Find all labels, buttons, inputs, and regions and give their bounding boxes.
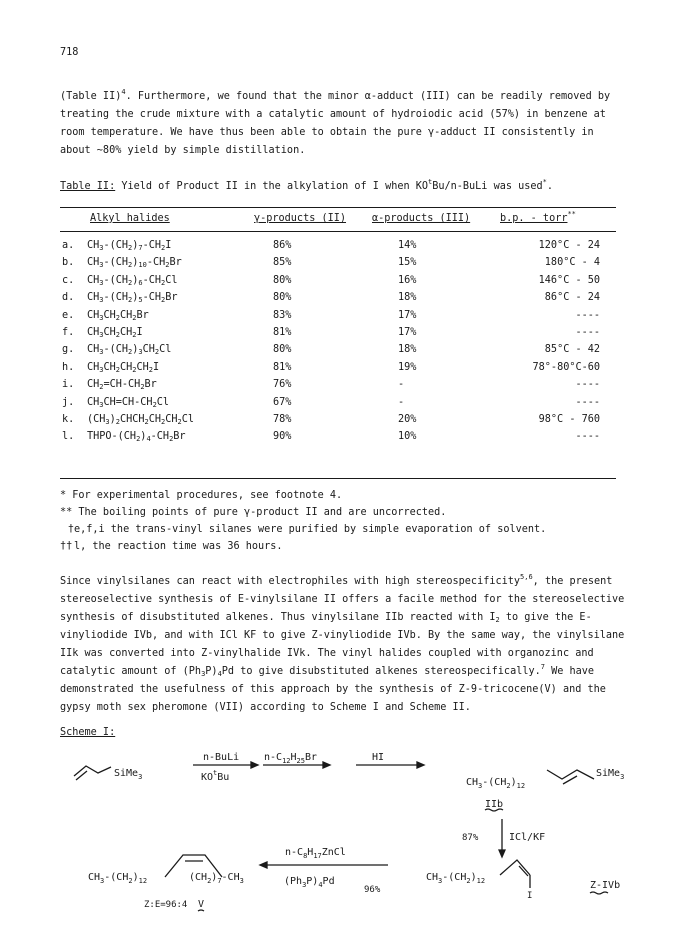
row-alpha-yield: 17%	[398, 327, 417, 338]
row-label: b.	[62, 257, 75, 269]
footnote-3: †e,f,i the trans-vinyl silanes were purified by simple evaporation of solvent.	[67, 524, 547, 535]
row-alkyl-halide: THPO-$(CH_2)_4-CH_2Br$	[87, 431, 186, 444]
paragraph-2-line-8: gypsy moth sex pheromone (VII) according to Scheme I and Scheme II.	[60, 702, 471, 713]
row-bp: ----	[575, 396, 600, 408]
footnote-1: * For experimental procedures, see footnote 4.	[60, 490, 343, 501]
row-label: f.	[62, 327, 75, 338]
row-alkyl-halide: $(CH_3)_2CHCH_2CH_2CH_2Cl$	[87, 414, 195, 426]
row-alpha-yield: 20%	[398, 414, 417, 425]
row-label: e.	[62, 309, 75, 321]
reagent-icl-kf: ICl/KF	[509, 832, 546, 843]
row-bp: 85°C - 42	[544, 344, 600, 356]
iib-skeleton	[547, 770, 594, 779]
row-alkyl-halide: $CH_3-(CH_2)_{10}-CH_2Br$	[87, 257, 182, 270]
paragraph-1-line-2: treating the crude mixture with a catalytic amount of hydroiodic acid (57%) in benzene at	[60, 109, 606, 120]
row-gamma-yield: 81%	[273, 327, 292, 338]
row-bp: ----	[575, 309, 600, 321]
product-v-right-chain: $(CH_2)_7-CH_3$	[189, 872, 244, 885]
row-bp: ----	[575, 327, 600, 338]
yield-96: 96%	[364, 885, 381, 895]
row-alpha-yield: -	[398, 396, 405, 408]
row-gamma-yield: 67%	[273, 396, 292, 408]
row-alpha-yield: 17%	[398, 309, 417, 321]
row-label: h.	[62, 361, 75, 373]
row-alpha-yield: 16%	[398, 274, 417, 286]
arrow-down-head	[499, 850, 505, 857]
row-alpha-yield: 18%	[398, 344, 417, 356]
arrow-2-head	[323, 762, 330, 768]
reagent-nbuli: n-BuLi	[203, 752, 240, 763]
paragraph-2-line-1: Since vinylsilanes can react with electrophiles with high stereospecificity$^{5,6}$, the present	[60, 573, 613, 587]
row-alkyl-halide: $CH_3-(CH_2)_7-CH_2I$	[87, 240, 172, 252]
paragraph-2-line-2: stereoselective synthesis of E-vinylsilane II offers a facile method for the stereoselective	[60, 594, 625, 605]
label-v: V	[198, 899, 205, 910]
row-alkyl-halide: $CH_2=CH-CH_2Br$	[87, 379, 157, 392]
paragraph-2-line-6: catalytic amount of $(Ph_3P)_4Pd$ to give disubstituted alkenes stereospecifically.$^7$ We have	[60, 663, 595, 678]
paragraph-2-line-5: IIk was converted into Z-vinylhalide IVk. The vinyl halides coupled with organozinc and	[60, 648, 594, 659]
paragraph-1-line-3: room temperature. We have thus been able to obtain the pure γ-adduct II consistently in	[60, 127, 594, 138]
row-bp: 120°C - 24	[538, 240, 600, 251]
row-alpha-yield: 14%	[398, 240, 417, 251]
zivb-mark	[590, 892, 608, 894]
arrow-1-head	[251, 762, 258, 768]
paragraph-1-line-4: about ~80% yield by simple distillation.	[60, 145, 306, 156]
row-gamma-yield: 85%	[273, 257, 292, 269]
header-bp-torr: b.p. - torr**	[500, 210, 576, 224]
row-gamma-yield: 76%	[273, 379, 292, 391]
label-z-ivb: Z-IVb	[590, 880, 621, 891]
ratio-z-e: Z:E=96:4	[144, 900, 188, 910]
row-gamma-yield: 78%	[273, 414, 292, 425]
yield-87: 87%	[462, 833, 479, 843]
row-bp: ----	[575, 379, 600, 391]
iib-sime3: SiMe$_3$	[596, 768, 625, 781]
row-bp: 78°-80°C-60	[532, 361, 600, 373]
row-bp: 180°C - 4	[544, 257, 600, 269]
row-label: k.	[62, 414, 75, 425]
page-number: 718	[60, 47, 79, 58]
start-sime3: SiMe$_3$	[114, 768, 143, 781]
row-alkyl-halide: $CH_3-(CH_2)_3CH_2Cl$	[87, 344, 172, 357]
footnote-4: †† l, the reaction time was 36 hours.	[60, 541, 283, 552]
paragraph-2-line-3: synthesis of disubstituted alkenes. Thus vinylsilane IIb reacted with $I_2$ to give the E-	[60, 612, 592, 624]
row-gamma-yield: 80%	[273, 292, 292, 304]
row-label: l.	[62, 431, 75, 443]
row-alkyl-halide: $CH_3CH=CH-CH_2Cl$	[87, 396, 170, 409]
header-alkyl-halides: Alkyl halides	[90, 213, 170, 224]
row-bp: 86°C - 24	[544, 292, 600, 304]
row-gamma-yield: 80%	[273, 344, 292, 356]
footnote-2: ** The boiling points of pure γ-product II and are uncorrected.	[60, 507, 447, 518]
row-bp: 146°C - 50	[538, 274, 600, 286]
row-label: i.	[62, 379, 75, 391]
arrow-3-head	[417, 762, 424, 768]
row-bp: ----	[575, 431, 600, 443]
row-gamma-yield: 86%	[273, 240, 292, 251]
row-alpha-yield: -	[398, 379, 405, 391]
row-alkyl-halide: $CH_3-(CH_2)_6-CH_2Cl$	[87, 274, 178, 287]
iib-formula: $CH_3-(CH_2)_{12}$	[466, 777, 526, 790]
reagent-hi: HI	[372, 752, 385, 763]
row-label: j.	[62, 396, 75, 408]
row-label: d.	[62, 292, 75, 304]
row-alkyl-halide: $CH_3CH_2CH_2I$	[87, 327, 143, 339]
row-label: c.	[62, 274, 75, 286]
reagent-organozinc: $n-C_8H_{17}ZnCl$	[285, 847, 346, 860]
row-alpha-yield: 10%	[398, 431, 417, 443]
row-gamma-yield: 81%	[273, 361, 292, 373]
v-mark	[198, 910, 204, 911]
reagent-kotbu: $KO^tBu$	[201, 769, 230, 783]
header-alpha-products: α-products (III)	[372, 213, 471, 224]
row-gamma-yield: 90%	[273, 431, 292, 443]
reagent-pd-catalyst: $(Ph_3P)_4Pd$	[284, 876, 335, 889]
row-alpha-yield: 15%	[398, 257, 417, 269]
row-label: a.	[62, 240, 75, 251]
product-v-left-chain: $CH_3-(CH_2)_{12}$	[88, 872, 148, 885]
zivb-iodine: I	[527, 891, 533, 901]
row-alkyl-halide: $CH_3-(CH_2)_5-CH_2Br$	[87, 292, 178, 305]
row-alpha-yield: 19%	[398, 361, 417, 373]
table-caption: Table II: Yield of Product II in the alkylation of I when $KO^tBu/n$-BuLi was used*.	[60, 178, 553, 192]
table-label: Table II:	[60, 181, 116, 192]
scheme-heading: Scheme I:	[60, 727, 116, 738]
arrow-4-head	[260, 862, 267, 868]
row-gamma-yield: 83%	[273, 309, 292, 321]
row-gamma-yield: 80%	[273, 274, 292, 286]
row-bp: 98°C - 760	[538, 414, 600, 425]
row-alkyl-halide: $CH_3CH_2CH_2CH_2I$	[87, 361, 160, 374]
zivb-formula: $CH_3-(CH_2)_{12}$	[426, 872, 486, 885]
reagent-alkyl-bromide: $n-C_{12}H_{25}Br$	[264, 752, 318, 765]
row-alkyl-halide: $CH_3CH_2CH_2Br$	[87, 309, 149, 322]
paragraph-2-line-4: vinyliodide IVb, and with ICl KF to give Z-vinyliodide IVb. By the same way, the vinylsilane	[60, 630, 625, 641]
header-gamma-products: γ-products (II)	[254, 213, 347, 224]
row-label: g.	[62, 344, 75, 356]
paragraph-1-line-1: (Table II)$^4$. Furthermore, we found that the minor α-adduct (III) can be readily removed by	[60, 88, 611, 102]
paragraph-2-line-7: demonstrated the usefulness of this approach by the synthesis of Z-9-tricocene(V) and the	[60, 684, 606, 695]
row-alpha-yield: 18%	[398, 292, 417, 304]
allylsilane-skeleton	[74, 766, 111, 776]
label-iib: IIb	[485, 799, 504, 810]
